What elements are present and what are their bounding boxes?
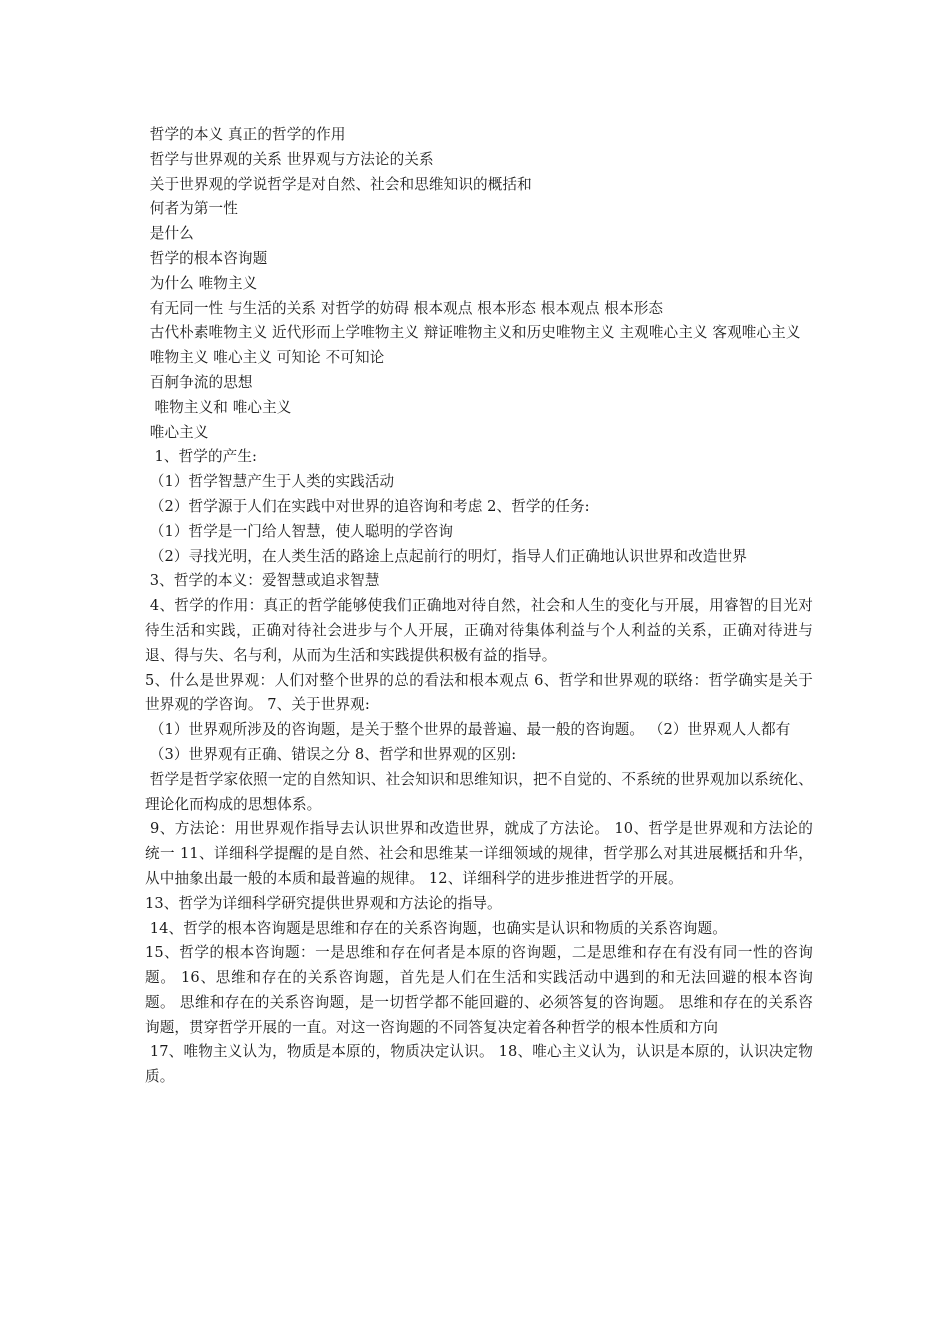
text-line-19: 3、哲学的本义：爱智慧或追求智慧 <box>145 572 380 590</box>
text-line-23: （3）世界观有正确、错误之分 8、哲学和世界观的区别: <box>145 745 517 763</box>
text-line-27: 14、哲学的根本咨询题是思维和存在的关系咨询题，也确实是认识和物质的关系咨询题。 <box>145 919 727 937</box>
text-line-7: 为什么 唯物主义 <box>145 274 258 292</box>
text-line-20: 4、哲学的作用：真正的哲学能够使我们正确地对待自然，社会和人生的变化与开展，用睿智的目光对待生活和实践，正确对待社会进步与个人开展，正确对待集体利益与个人利益的关系，正确对待进与退、得与失、名与利，从而为生活和实践提供积极有益的指导。 <box>145 597 813 664</box>
text-line-5: 是什么 <box>145 225 194 243</box>
text-line-17: （1）哲学是一门给人智慧，使人聪明的学咨询 <box>145 522 454 540</box>
text-line-12: 唯物主义和 唯心主义 <box>145 398 292 416</box>
text-line-25: 9、方法论：用世界观作指导去认识世界和改造世界，就成了方法论。 10、哲学是世界观和方法论的统一 11、详细科学提醒的是自然、社会和思维某一详细领域的规律，哲学那么对其进展概括和升华，从中抽象出最一般的本质和最普遍的规律。 12、详细科学的进步推进哲学的开展。 <box>145 820 813 887</box>
text-line-29: 17、唯物主义认为，物质是本原的，物质决定认识。 18、唯心主义认为，认识是本原的，认识决定物质。 <box>145 1043 813 1086</box>
text-line-2: 哲学与世界观的关系 世界观与方法论的关系 <box>145 150 434 168</box>
text-line-11: 百舸争流的思想 <box>145 373 253 391</box>
text-line-26: 13、哲学为详细科学研究提供世界观和方法论的指导。 <box>145 894 502 912</box>
text-line-18: （2）寻找光明，在人类生活的路途上点起前行的明灯，指导人们正确地认识世界和改造世界 <box>145 547 747 565</box>
text-line-10: 唯物主义 唯心主义 可知论 不可知论 <box>145 349 385 367</box>
text-line-24: 哲学是哲学家依照一定的自然知识、社会知识和思维知识，把不自觉的、不系统的世界观加以系统化、理论化而构成的思想体系。 <box>145 770 813 813</box>
text-line-3: 关于世界观的学说哲学是对自然、社会和思维知识的概括和 <box>145 175 532 193</box>
text-line-9: 古代朴素唯物主义 近代形而上学唯物主义 辩证唯物主义和历史唯物主义 主观唯心主义 客观唯心主义 <box>145 324 801 342</box>
text-line-14: 1、哲学的产生: <box>145 448 258 466</box>
text-line-13: 唯心主义 <box>145 423 209 441</box>
text-line-6: 哲学的根本咨询题 <box>145 249 268 267</box>
text-line-22: （1）世界观所涉及的咨询题，是关于整个世界的最普遍、最一般的咨询题。 （2）世界观人人都有 <box>145 721 791 739</box>
text-line-28: 15、哲学的根本咨询题：一是思维和存在何者是本原的咨询题，二是思维和存在有没有同一性的咨询题。 16、思维和存在的关系咨询题，首先是人们在生活和实践活动中遇到的和无法回避的根本咨询题。 思维和存在的关系咨询题，是一切哲学都不能回避的、必须答复的咨询题。 思维和存在的关系咨询题，贯穿哲学开展的一直。对这一咨询题的不同答复决定着各种哲学的根本性质和方向 <box>145 944 813 1036</box>
text-line-1: 哲学的本义 真正的哲学的作用 <box>145 126 346 143</box>
text-line-8: 有无同一性 与生活的关系 对哲学的妨碍 根本观点 根本形态 根本观点 根本形态 <box>145 299 664 317</box>
text-line-16: （2）哲学源于人们在实践中对世界的追咨询和考虑 2、哲学的任务: <box>145 497 590 515</box>
text-line-15: （1）哲学智慧产生于人类的实践活动 <box>145 473 395 491</box>
document-body <box>145 123 813 1090</box>
text-line-21: 5、什么是世界观：人们对整个世界的总的看法和根本观点 6、哲学和世界观的联络：哲学确实是关于世界观的学咨询。 7、关于世界观: <box>145 671 813 714</box>
text-line-4: 何者为第一性 <box>145 200 238 218</box>
